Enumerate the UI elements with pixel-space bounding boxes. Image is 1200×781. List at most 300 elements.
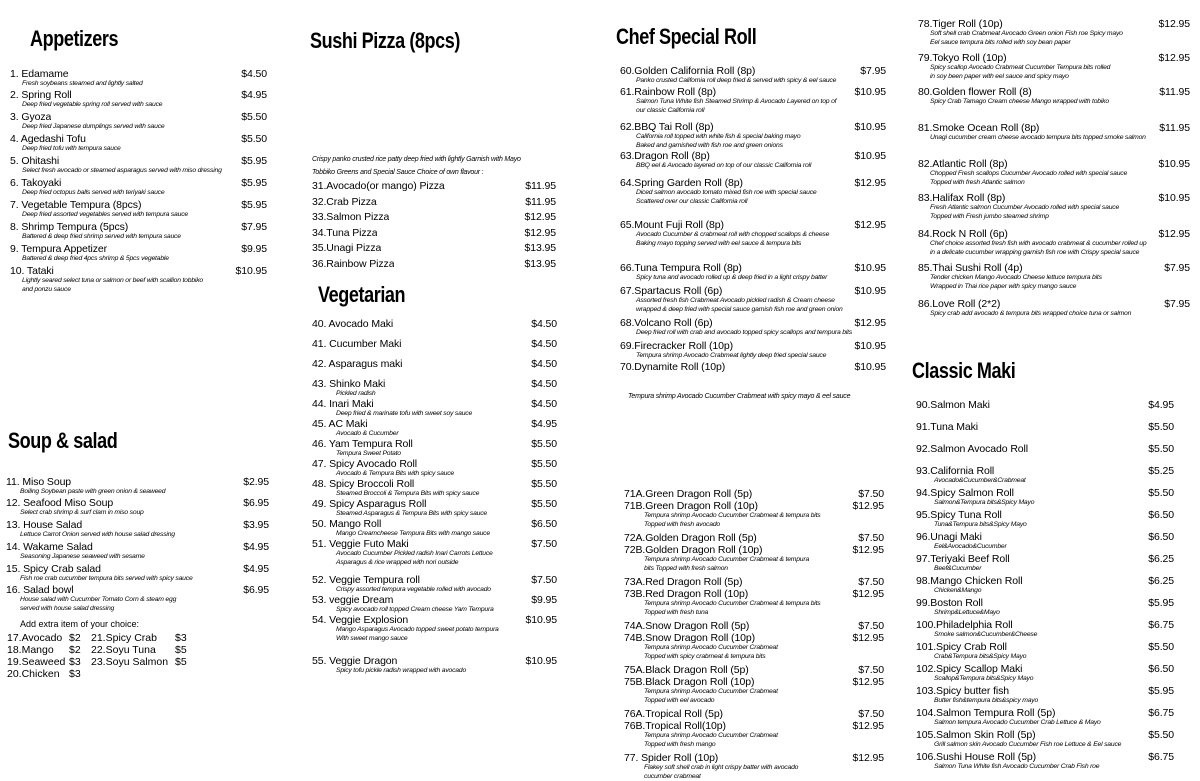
extra-b: 23.Soyu Salmon [91,656,175,668]
extra-b: 21.Spicy Crab [91,632,175,644]
menu-item [916,487,1174,508]
item-name: 7. Vegetable Tempura (8pcs) [10,199,141,211]
menu-item-row [620,121,886,133]
item-price: $11.95 [1159,122,1190,134]
extra-a: 19.Seaweed [7,656,69,668]
item-name: 42. Asparagus maki [312,358,402,370]
menu-item-row [312,318,557,330]
item-description: Shrimp&Lettuce&Mayo [916,609,1174,618]
item-description: Deep fried & marinate tofu with sweet soy sauce [312,410,557,419]
menu-item-row [918,262,1190,274]
item-name: 78.Tiger Roll (10p) [918,18,1003,30]
item-description: Panko crusted California roll deep fried & served with spicy & eel sauce [620,77,886,86]
dynamite-note-text: Tempura shrimp Avocado Cucumber Crabmeat with spicy mayo & eel sauce [628,392,928,402]
item-price: $6.95 [243,584,269,596]
item-price: $12.95 [854,219,886,231]
item-name: 76B.Tropical Roll(10p) [624,720,726,732]
item-description-line-2: Eel sauce tempura bits rolled with soy bean paper [918,39,1190,48]
extra-ap: $3 [69,668,91,680]
item-name: 55. Veggie Dragon [312,655,397,667]
item-description: Avocado Cucumber & crabmeat roll with chopped scallops & cheese [620,231,886,240]
item-description: Salmon tempura Avocado Cucumber Crab Lettuce & Mayo [916,719,1174,728]
menu-item-row [6,519,269,531]
item-description: Select fresh avocado or steamed asparagus served with miso dressing [10,167,267,176]
item-description: Spicy tuna and avocado rolled up & deep fried in a light crispy batter [620,274,886,283]
dragon-roll-row [624,500,884,512]
menu-item-row [916,597,1174,609]
item-name: 90.Salmon Maki [916,399,990,411]
item-description-line-2: Topped with Fresh jumbo steamed shrimp [918,213,1190,222]
item-description: Mango Asparagus Avocado topped sweet potato tempura [312,626,557,635]
extra-bp: $3 [175,632,205,644]
item-price: $10.95 [235,265,267,277]
menu-item [6,519,269,540]
item-description: Salmon&Tempura bits&Spicy Mayo [916,499,1174,508]
menu-item [620,361,886,373]
item-description: Chicken&Mango [916,587,1174,596]
item-price: $11.95 [525,196,556,208]
menu-item [620,150,886,171]
item-description: Crispy assorted tempura vegetable rolled with avocado [312,586,557,595]
item-price: $10.95 [525,614,557,626]
item-name: 72A.Golden Dragon Roll (5p) [624,532,757,544]
item-price: $12.95 [852,676,884,688]
item-name: 102.Spicy Scallop Maki [916,663,1022,675]
item-price: $5.50 [241,133,267,145]
menu-item-row [916,443,1174,455]
menu-item-row [916,509,1174,521]
item-description: Topped with fresh mango [624,741,884,750]
pizza-section [310,28,608,54]
menu-item-row [10,199,267,211]
menu-item-row [312,594,557,606]
menu-item-row [10,68,267,80]
section-title-vegetarian: Vegetarian [318,282,562,308]
item-price: $12.95 [852,752,884,764]
menu-item-row [918,18,1190,30]
dragon-roll-row [624,588,884,600]
item-name: 4. Agedashi Tofu [10,133,86,145]
menu-item [10,89,267,110]
item-description: Grill salmon skin Avocado Cucumber Fish roe Lettuce & Eel sauce [916,741,1174,750]
menu-item [916,575,1174,596]
item-price: $11.95 [525,180,556,192]
menu-item [312,242,556,254]
menu-item-row [312,378,557,390]
menu-item-row [312,258,556,270]
menu-item-row [620,86,886,98]
item-name: 96.Unagi Maki [916,531,982,543]
item-price: $10.95 [854,361,886,373]
menu-item [620,121,886,150]
item-description: Tempura shrimp Avocado Crabmeat lightly deep fried special sauce [620,352,886,361]
item-price: $6.25 [1148,553,1174,565]
menu-item [620,340,886,361]
item-description: Soft shell crab Crabmeat Avocado Green onion Fish roe Spicy mayo [918,30,1190,39]
item-price: $10.95 [854,121,886,133]
item-name: 104.Salmon Tempura Roll (5p) [916,707,1055,719]
menu-item [916,729,1174,750]
menu-item [620,262,886,283]
item-price: $6.75 [1148,707,1174,719]
item-name: 2. Spring Roll [10,89,72,101]
menu-item-row [620,285,886,297]
item-price: $10.95 [854,150,886,162]
item-description: Topped with eel avocado [624,697,884,706]
item-price: $7.50 [858,488,884,500]
menu-item [312,227,556,239]
pizza-note-line-1: Crispy panko crusted rice patty deep fried with lightly Garnish with Mayo [312,155,610,165]
menu-item-row [916,531,1174,543]
menu-item-row [10,155,267,167]
menu-item-row [6,541,269,553]
item-name: 54. Veggie Explosion [312,614,408,626]
menu-item [620,317,886,338]
dragon-roll-row [624,632,884,644]
menu-item-row [916,399,1174,411]
menu-item [312,574,557,595]
menu-item-row [916,751,1174,763]
dragon-roll-row [624,752,884,764]
item-description: Fish roe crab cucumber tempura bits served with spicy sauce [6,575,269,584]
item-name: 15. Spicy Crab salad [6,563,101,575]
menu-item-row [312,574,557,586]
menu-item [312,458,557,479]
menu-item [312,358,557,370]
item-description: Steamed Broccoli & Tempura Bits with spicy sauce [312,490,557,499]
item-name: 12. Seafood Miso Soup [6,497,113,509]
item-description: Deep fried octopus balls served with teriyaki sauce [10,189,267,198]
item-description: Spicy Crab Tamago Cream cheese Mango wrapped with tobiko [918,98,1190,107]
item-description-line-2: Baked and garnished with fish roe and green onions [620,142,886,151]
menu-item [620,177,886,206]
dragon-roll-row [624,664,884,676]
menu-item-row [312,418,557,430]
item-price: $6.50 [1148,509,1174,521]
soup-section [8,428,298,454]
menu-item-row [10,133,267,145]
menu-item [10,243,267,264]
menu-item [10,221,267,242]
chef-section [616,24,916,50]
menu-item-row [6,476,269,488]
item-name: 41. Cucumber Maki [312,338,401,350]
item-description-line-2: in soy been paper with eel sauce and spicy mayo [918,73,1190,82]
item-price: $4.50 [531,378,557,390]
item-name: 47. Spicy Avocado Roll [312,458,417,470]
menu-item-row [10,243,267,255]
item-description-line-2: wrapped & deep fried with special sauce garnish fish roe and green onion [620,306,886,315]
item-name: 63.Dragon Roll (8p) [620,150,710,162]
menu-item [620,285,886,314]
item-name: 106.Sushi House Roll (5p) [916,751,1036,763]
item-name: 61.Rainbow Roll (8p) [620,86,716,98]
item-price: $4.50 [241,68,267,80]
item-price: $7.95 [1164,262,1190,274]
menu-item-row [916,663,1174,675]
item-price: $4.50 [531,358,557,370]
item-description: Crab&Tempura bits&Spicy Mayo [916,653,1174,662]
extra-a: 17.Avocado [7,632,69,644]
item-name: 50. Mango Roll [312,518,381,530]
item-price: $4.95 [243,541,269,553]
menu-item [916,619,1174,640]
menu-item-row [918,298,1190,310]
dragon-roll-group [624,576,884,617]
menu-item-row [916,729,1174,741]
item-description-line-2: Topped with fresh Atlantic salmon [918,179,1190,188]
menu-item [620,65,886,86]
item-description-line-2: Scattered over our classic California roll [620,198,886,207]
menu-item [10,111,267,132]
dragon-roll-row [624,544,884,556]
menu-item-row [10,89,267,101]
dragon-roll-group [624,488,884,529]
item-price: $5.50 [1148,729,1174,741]
extra-bp: $5 [175,644,205,656]
menu-item-row [620,317,886,329]
menu-item-row [620,340,886,352]
item-price: $10.95 [854,340,886,352]
item-name: 8. Shrimp Tempura (5pcs) [10,221,128,233]
pizza-note-line-2: Tobbiko Greens and Special Sauce Choice of own flavour : [312,168,610,178]
menu-item-row [312,180,556,192]
section-title-appetizers: Appetizers [30,26,268,52]
item-name: 99.Boston Roll [916,597,983,609]
menu-item-row [312,227,556,239]
menu-item [312,211,556,223]
menu-item-row [10,221,267,233]
item-price: $13.95 [524,242,556,254]
extras-grid [7,632,260,680]
item-description: Tempura Sweet Potato [312,450,557,459]
item-name: 34.Tuna Pizza [312,227,377,239]
menu-item [10,177,267,198]
item-name: 74A.Snow Dragon Roll (5p) [624,620,749,632]
menu-item [10,155,267,176]
menu-item-row [916,619,1174,631]
item-name: 1. Edamame [10,68,69,80]
item-price: $7.50 [858,576,884,588]
dragon-roll-group [624,664,884,705]
item-price: $4.95 [243,563,269,575]
item-description: Chopped Fresh scallops Cucumber Avocado rolled with special sauce [918,170,1190,179]
menu-item [918,86,1190,107]
item-name: 9. Tempura Appetizer [10,243,107,255]
item-name: 76A.Tropical Roll (5p) [624,708,723,720]
menu-item-row [312,242,556,254]
item-description: Avocado & Cucumber [312,430,557,439]
item-name: 66.Tuna Tempura Roll (8p) [620,262,742,274]
item-description: Mango Creamcheese Tempura Bits with mango sauce [312,530,557,539]
pizza-note [312,155,610,178]
item-description: Spicy crab add avocado & tempura bits wrapped choice tuna or salmon [918,310,1190,319]
item-description: Pickled radish [312,390,557,399]
item-description: Butter fish&tempura bits&spicy mayo [916,697,1174,706]
menu-item [312,378,557,399]
menu-item [916,751,1174,772]
menu-item-row [6,584,269,596]
item-name: 101.Spicy Crab Roll [916,641,1007,653]
menu-item-row [916,641,1174,653]
item-name: 62.BBQ Tai Roll (8p) [620,121,714,133]
item-description-line-2: Baking mayo topping served with eel sauce & tempura bits [620,240,886,249]
menu-item [312,398,557,419]
item-description: Topped with fresh avocado [624,521,884,530]
item-description: Seasoning Japanese seaweed with sesame [6,553,269,562]
item-name: 77. Spider Roll (10p) [624,752,718,764]
item-description: Topped with fresh tuna [624,609,884,618]
item-price: $5.95 [1148,685,1174,697]
menu-item-row [312,655,557,667]
item-name: 70.Dynamite Roll (10p) [620,361,725,373]
menu-item [916,641,1174,662]
item-description-line-2: our classic California roll [620,107,886,116]
item-price: $5.50 [1148,487,1174,499]
item-description-line-2: Asparagus & rice wrapped with nori outside [312,559,557,568]
item-description: Tempura shrimp Avocado Cucumber Crabmeat [624,644,884,653]
item-name: 48. Spicy Broccoli Roll [312,478,414,490]
item-description: Avocado Cucumber Pickled radish Inari Carrots Lettuce [312,550,557,559]
section-title-sushi-pizza: Sushi Pizza (8pcs) [310,28,554,54]
item-price: $7.50 [531,538,557,550]
extra-a: 20.Chicken [7,668,69,680]
item-description: Spicy scallop Avocado Crabmeat Cucumber Tempura bits rolled [918,64,1190,73]
menu-item [312,258,556,270]
item-price: $5.95 [1148,597,1174,609]
item-description: Avocado&Cucumber&Crabmeat [916,477,1174,486]
menu-item [312,538,557,567]
extra-bp [175,668,205,680]
item-name: 32.Crab Pizza [312,196,377,208]
item-name: 52. Veggie Tempura roll [312,574,420,586]
menu-item-row [620,65,886,77]
item-name: 69.Firecracker Roll (10p) [620,340,733,352]
item-price: $12.95 [1158,18,1190,30]
item-price: $5.50 [1148,443,1174,455]
item-price: $4.50 [531,398,557,410]
appetizers-section [30,26,320,52]
item-name: 91.Tuna Maki [916,421,978,433]
item-description: House salad with Cucumber Tomato Corn & steam egg [6,596,269,605]
menu-item [916,663,1174,684]
menu-item [918,52,1190,81]
item-name: 98.Mango Chicken Roll [916,575,1022,587]
menu-item [620,219,886,248]
menu-item [312,655,557,676]
item-name: 105.Salmon Skin Roll (5p) [916,729,1035,741]
item-price: $12.95 [852,720,884,732]
item-name: 95.Spicy Tuna Roll [916,509,1002,521]
item-price: $7.95 [1164,298,1190,310]
item-description: Steamed Asparagus & Tempura Bits with spicy sauce [312,510,557,519]
item-price: $9.95 [531,594,557,606]
menu-item [6,541,269,562]
item-price: $12.95 [524,227,556,239]
item-description: Tempura shrimp Avocado Cucumber Crabmeat & tempura [624,556,884,565]
item-description: Eel&Avocado&Cucumber [916,543,1174,552]
menu-item-row [312,518,557,530]
item-name: 35.Unagi Pizza [312,242,381,254]
dragon-roll-group [624,708,884,749]
menu-item-row [620,150,886,162]
menu-item [312,418,557,439]
item-price: $4.50 [531,338,557,350]
menu-item [620,86,886,115]
item-description: Scallop&Tempura bits&Spicy Mayo [916,675,1174,684]
extra-ap: $3 [69,656,91,668]
item-description: Unagi cucumber cream cheese avocado tempura bits topped smoke salmon [918,134,1190,143]
menu-item [10,199,267,220]
dragon-roll-row [624,488,884,500]
menu-item [918,192,1190,221]
item-name: 74B.Snow Dragon Roll (10p) [624,632,755,644]
item-name: 79.Tokyo Roll (10p) [918,52,1007,64]
item-description: Spicy avocado roll topped Cream cheese Yam Tempura [312,606,557,615]
item-price: $12.95 [1158,52,1190,64]
menu-item [916,443,1174,455]
item-name: 49. Spicy Asparagus Roll [312,498,426,510]
item-description: Diced salmon avocado tomato mixed fish roe with special sauce [620,189,886,198]
item-name: 75B.Black Dragon Roll (10p) [624,676,754,688]
menu-item-row [918,158,1190,170]
item-description: Battered & deep fried shrimp served with tempura sauce [10,233,267,242]
item-name: 40. Avocado Maki [312,318,393,330]
item-name: 72B.Golden Dragon Roll (10p) [624,544,762,556]
menu-item [312,318,557,330]
menu-item-row [916,553,1174,565]
item-price: $9.95 [241,243,267,255]
item-name: 60.Golden California Roll (8p) [620,65,755,77]
item-price: $12.95 [852,632,884,644]
menu-item-row [918,122,1190,134]
item-price: $6.95 [243,497,269,509]
item-price: $7.50 [858,532,884,544]
item-name: 103.Spicy butter fish [916,685,1009,697]
item-price: $12.95 [852,588,884,600]
item-price: $5.50 [241,111,267,123]
item-name: 51. Veggie Futo Maki [312,538,409,550]
extra-bp: $5 [175,656,205,668]
dragon-roll-group [624,620,884,661]
item-price: $10.95 [1158,158,1190,170]
item-description: Fresh soybeans steamed and lightly salted [10,80,267,89]
menu-item-row [312,438,557,450]
item-price: $5.95 [241,177,267,189]
item-description: cucumber crabmeat [624,773,884,781]
item-name: 11. Miso Soup [6,476,71,488]
menu-item [916,597,1174,618]
item-name: 92.Salmon Avocado Roll [916,443,1028,455]
item-description: Flakey soft shell crab in light crispy batter with avocado [624,764,884,773]
menu-item [916,553,1174,574]
item-name: 81.Smoke Ocean Roll (8p) [918,122,1039,134]
menu-item-row [312,538,557,550]
item-price: $7.50 [858,664,884,676]
item-price: $13.95 [524,258,556,270]
item-description: Spicy tofu pickle radish wrapped with avocado [312,667,557,676]
vegetarian-section [318,282,616,308]
dynamite-note [628,392,928,402]
menu-item [6,584,269,613]
item-name: 84.Rock N Roll (6p) [918,228,1008,240]
menu-item-row [312,196,556,208]
item-price: $6.50 [531,518,557,530]
menu-item [918,298,1190,319]
menu-item [918,262,1190,291]
item-price: $6.75 [1148,751,1174,763]
item-name: 68.Volcano Roll (6p) [620,317,713,329]
